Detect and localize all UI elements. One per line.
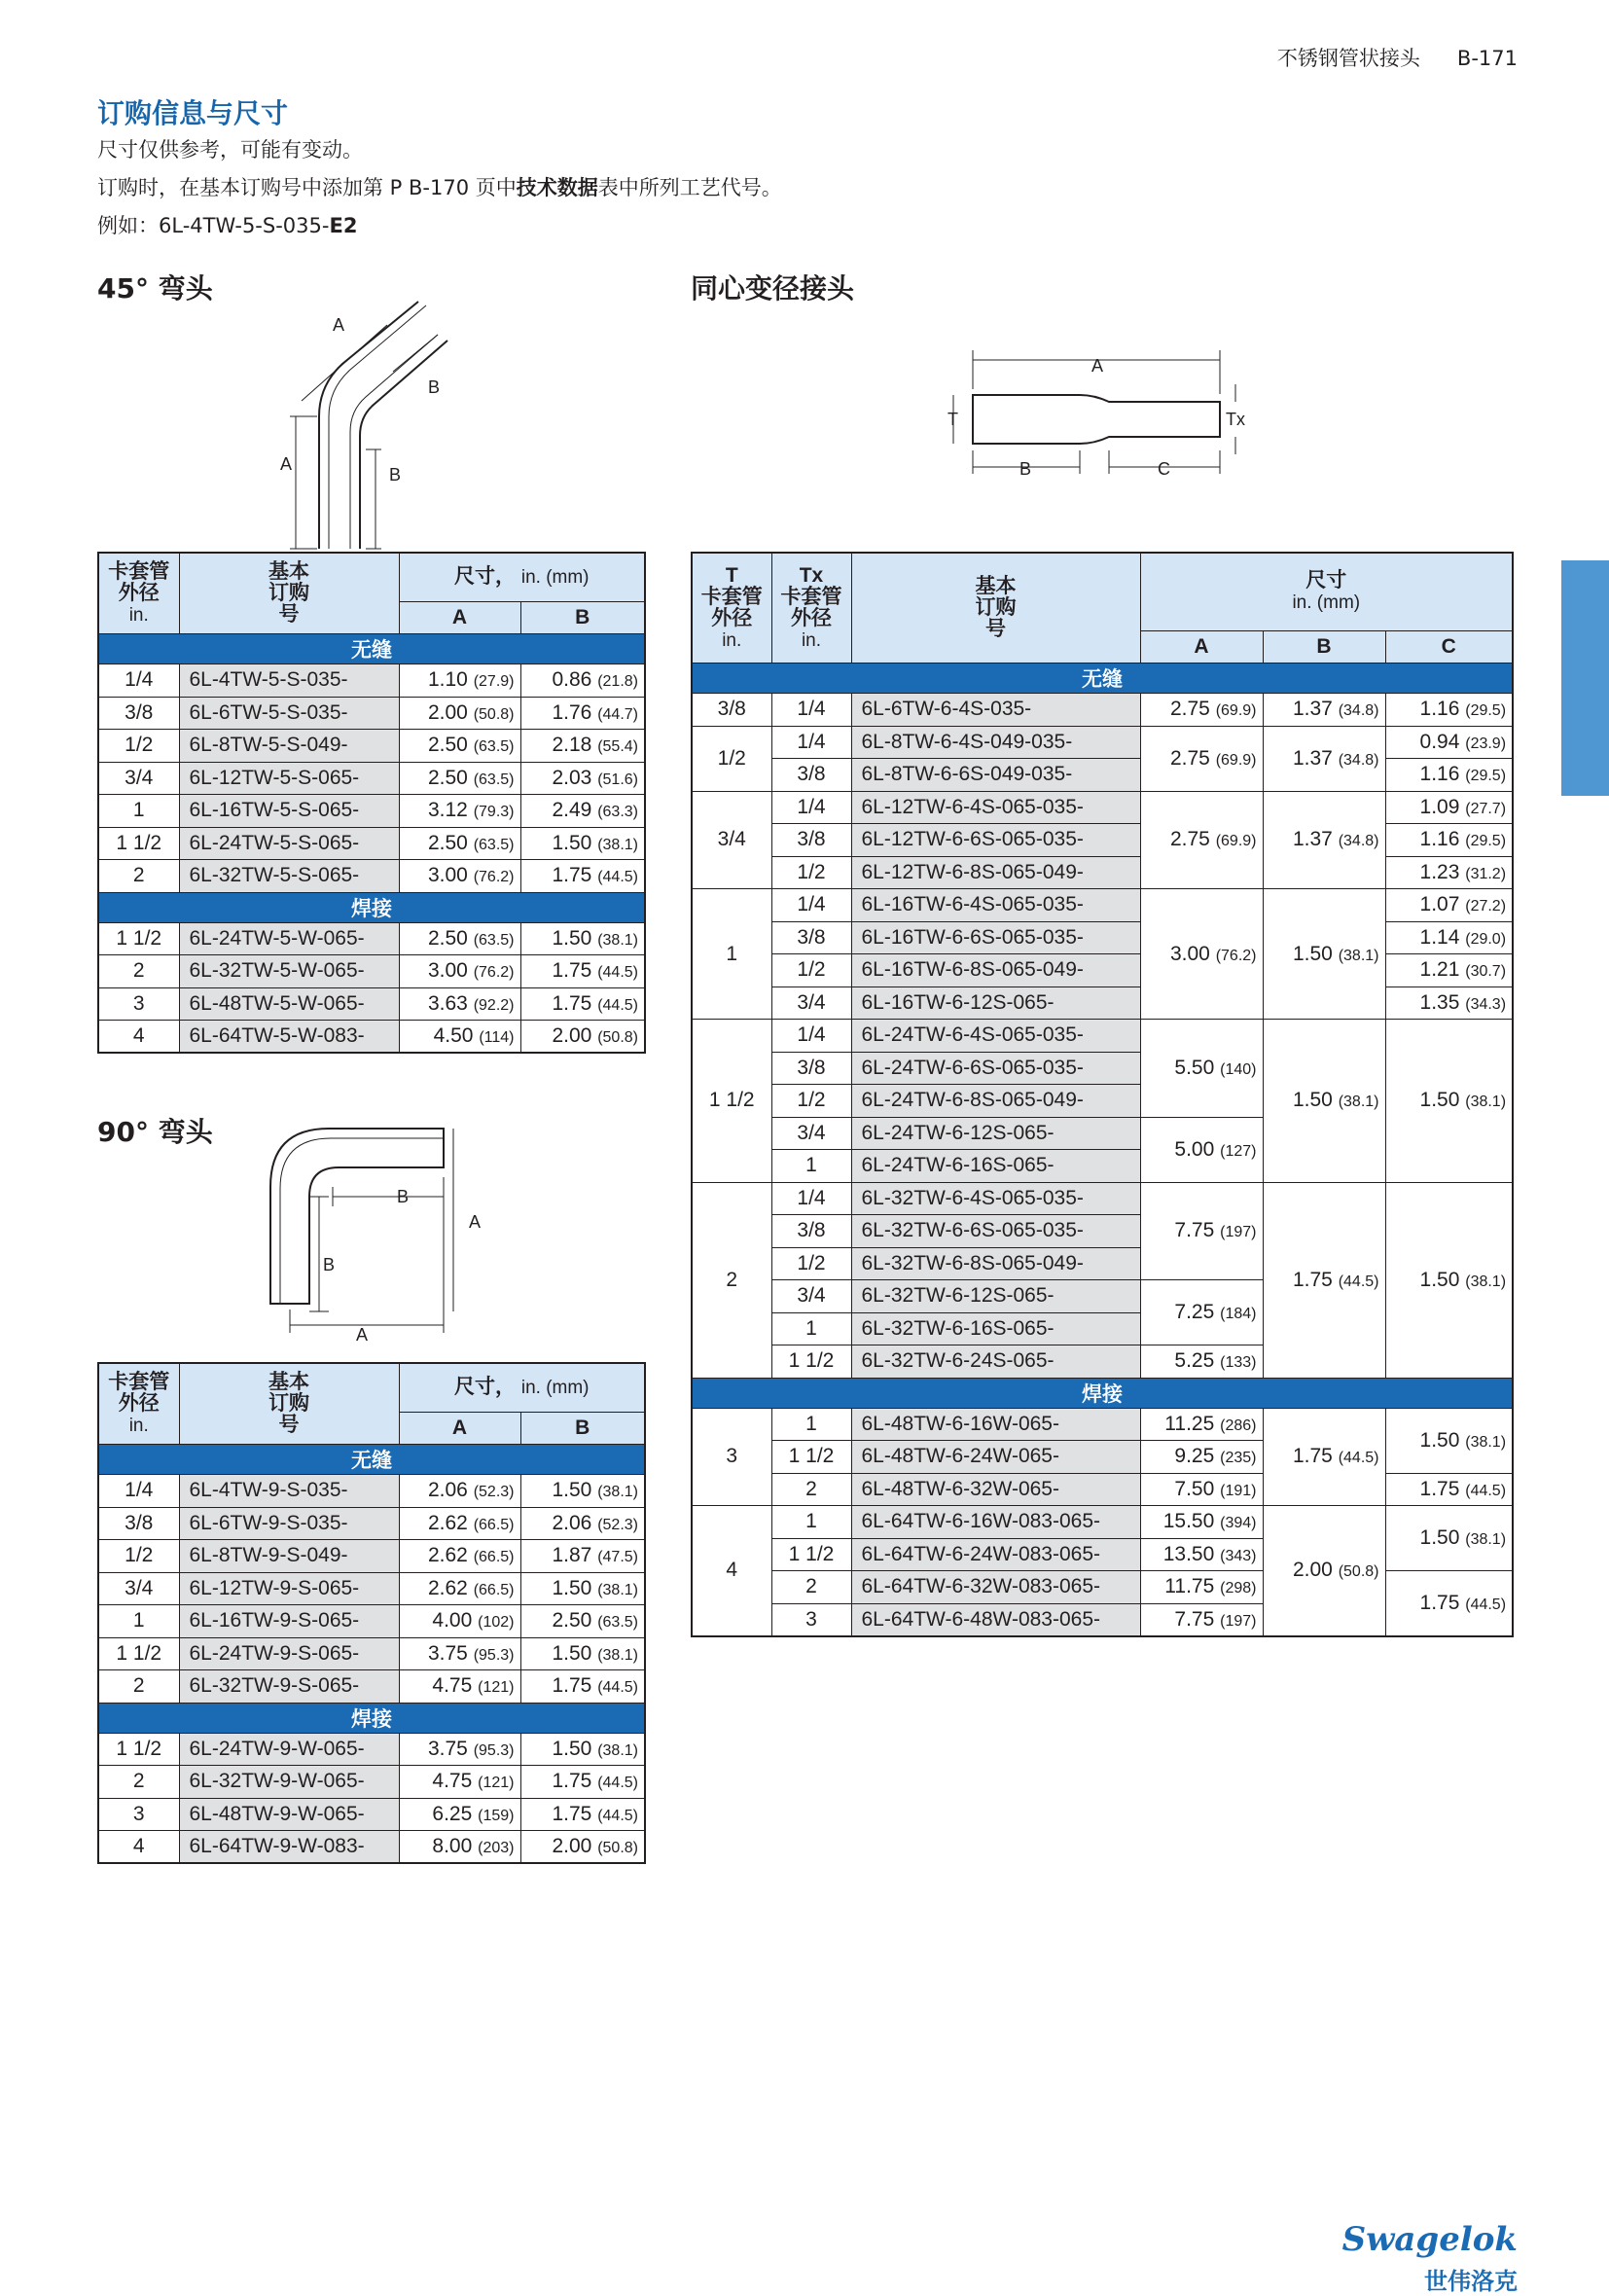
cell-od: 2	[98, 955, 179, 988]
intro-line-2a: 订购时，在基本订购号中添加第 P B-170 页中	[97, 176, 517, 199]
intro-line-2	[97, 169, 782, 207]
cell-od: 2	[98, 860, 179, 893]
cell-od: 1 1/2	[98, 922, 179, 955]
elbow90-label-b2: B	[397, 1187, 410, 1206]
table-row: 1 6L-24TW-6-16S-065-	[692, 1150, 1513, 1183]
section-seamless: 无缝	[692, 664, 1513, 694]
cell-a: 2.50 (63.5)	[399, 762, 520, 795]
cell-order: 6L-32TW-9-S-065-	[179, 1670, 399, 1704]
cell-b: 2.50 (63.5)	[520, 1605, 645, 1638]
table-row: 3/4 1/4 6L-12TW-6-4S-065-035- 2.75 (69.9) 1.37 (34.8) 1.09 (27.7)	[692, 791, 1513, 824]
cell-od: 1	[98, 795, 179, 828]
table-row	[98, 922, 645, 955]
reducer-label-t: T	[948, 410, 958, 429]
cell-b: 1.50 (38.1)	[520, 1475, 645, 1508]
cell-order: 6L-64TW-5-W-083-	[179, 1021, 399, 1054]
intro-line-1: 尺寸仅供参考，可能有变动。	[97, 138, 363, 161]
cell-od: 3/8	[98, 1507, 179, 1540]
table-row	[98, 1572, 645, 1605]
elbow90-label-b: B	[323, 1255, 336, 1274]
cell-a: 4.00 (102)	[399, 1605, 520, 1638]
col-dim: 尺寸， in. (mm)	[399, 1363, 645, 1412]
table-row: 1/2 1/4 6L-8TW-6-4S-049-035- 2.75 (69.9) 1.37 (34.8) 0.94 (23.9)	[692, 726, 1513, 759]
cell-a: 1.10 (27.9)	[399, 664, 520, 698]
col-b: B	[1263, 630, 1385, 664]
cell-order: 6L-16TW-9-S-065-	[179, 1605, 399, 1638]
cell-order: 6L-24TW-5-S-065-	[179, 827, 399, 860]
cell-b: 2.06 (52.3)	[520, 1507, 645, 1540]
elbow45-label-b: B	[428, 377, 441, 397]
table-row: 3/8 6L-16TW-6-6S-065-035- 1.14 (29.0)	[692, 921, 1513, 954]
table-row: 3/8 1/4 6L-6TW-6-4S-035- 2.75 (69.9) 1.37 (34.8) 1.16 (29.5)	[692, 694, 1513, 727]
cell-od: 1	[98, 1605, 179, 1638]
table-row	[98, 1670, 645, 1704]
table-row: 2 6L-48TW-6-32W-065- 7.50 (191) 1.75 (44.5)	[692, 1473, 1513, 1506]
table-row: 1 1/2 6L-48TW-6-24W-065- 9.25 (235)	[692, 1441, 1513, 1474]
cell-od: 3	[98, 1798, 179, 1831]
table-row	[98, 987, 645, 1021]
cell-od: 3/8	[98, 697, 179, 730]
table-row	[98, 664, 645, 698]
intro-line-3b: E2	[329, 214, 358, 237]
table-row: 3 1 6L-48TW-6-16W-065- 11.25 (286) 1.75 (44.5) 1.50 (38.1)	[692, 1408, 1513, 1441]
table-row: 3/8 6L-8TW-6-6S-049-035- 1.16 (29.5)	[692, 759, 1513, 792]
table-row: 1 1/2 1/4 6L-24TW-6-4S-065-035- 5.50 (140) 1.50 (38.1) 1.50 (38.1)	[692, 1020, 1513, 1053]
table-row: 2 1/4 6L-32TW-6-4S-065-035- 7.75 (197) 1.75 (44.5) 1.50 (38.1)	[692, 1182, 1513, 1215]
elbow45-table	[97, 552, 646, 1054]
cell-od: 2	[98, 1766, 179, 1799]
cell-a: 3.75 (95.3)	[399, 1733, 520, 1766]
table-row	[98, 1766, 645, 1799]
table-row	[98, 955, 645, 988]
table-row: 1/2 6L-12TW-6-8S-065-049- 1.23 (31.2)	[692, 856, 1513, 889]
page-title: 订购信息与尺寸	[97, 97, 289, 129]
intro-line-3	[97, 207, 782, 245]
elbow45-body	[98, 634, 645, 1054]
col-a: A	[399, 1412, 520, 1445]
cell-od: 3	[98, 987, 179, 1021]
section-label: 无缝	[98, 634, 645, 664]
reducer-table	[691, 552, 1514, 1637]
cell-od: 1 1/2	[98, 827, 179, 860]
cell-a: 3.00 (76.2)	[399, 955, 520, 988]
intro-text	[97, 131, 782, 245]
cell-b: 1.50 (38.1)	[520, 1733, 645, 1766]
cell-b: 1.75 (44.5)	[520, 1766, 645, 1799]
table-row	[98, 697, 645, 730]
table-row	[98, 1605, 645, 1638]
cell-a: 4.75 (121)	[399, 1670, 520, 1704]
cell-order: 6L-32TW-9-W-065-	[179, 1766, 399, 1799]
elbow45-label-a: A	[280, 454, 293, 474]
cell-order: 6L-24TW-9-S-065-	[179, 1637, 399, 1670]
col-b: B	[520, 1412, 645, 1445]
elbow90-label-a: A	[356, 1325, 369, 1345]
cell-order: 6L-32TW-5-W-065-	[179, 955, 399, 988]
cell-a: 2.00 (50.8)	[399, 697, 520, 730]
elbow90-table	[97, 1362, 646, 1864]
section-label: 焊接	[98, 892, 645, 922]
intro-line-2c: 表中所列工艺代号。	[597, 176, 782, 199]
reducer-label-a: A	[1091, 356, 1104, 376]
table-row	[98, 1021, 645, 1054]
table-row: 3/4 6L-32TW-6-12S-065- 7.25 (184)	[692, 1280, 1513, 1313]
cell-a: 3.00 (76.2)	[399, 860, 520, 893]
table-row: 4 1 6L-64TW-6-16W-083-065- 15.50 (394) 2.00 (50.8) 1.50 (38.1)	[692, 1506, 1513, 1539]
table-row	[98, 1831, 645, 1864]
cell-a: 6.25 (159)	[399, 1798, 520, 1831]
elbow90-title: 90° 弯头	[97, 1116, 213, 1148]
cell-od: 1 1/2	[98, 1637, 179, 1670]
cell-b: 2.03 (51.6)	[520, 762, 645, 795]
table-row: 2 6L-64TW-6-32W-083-065- 11.75 (298) 1.75 (44.5)	[692, 1571, 1513, 1604]
table-row: 3/4 6L-24TW-6-12S-065- 5.00 (127)	[692, 1117, 1513, 1150]
col-a: A	[399, 601, 520, 634]
col-dim: 尺寸 in. (mm)	[1140, 553, 1513, 630]
cell-b: 0.86 (21.8)	[520, 664, 645, 698]
cell-b: 1.75 (44.5)	[520, 955, 645, 988]
table-row: 1 1/2 6L-64TW-6-24W-083-065- 13.50 (343)	[692, 1538, 1513, 1571]
cell-a: 4.50 (114)	[399, 1021, 520, 1054]
cell-order: 6L-48TW-5-W-065-	[179, 987, 399, 1021]
cell-order: 6L-64TW-9-W-083-	[179, 1831, 399, 1864]
header-section: 不锈钢管状接头	[1276, 47, 1420, 70]
cell-order: 6L-6TW-9-S-035-	[179, 1507, 399, 1540]
cell-od: 3/4	[98, 762, 179, 795]
col-order: 基本 订购 号	[179, 553, 399, 634]
cell-order: 6L-8TW-5-S-049-	[179, 730, 399, 763]
table-row	[98, 1507, 645, 1540]
table-row	[98, 762, 645, 795]
cell-a: 2.62 (66.5)	[399, 1540, 520, 1573]
col-order: 基本 订购 号	[179, 1363, 399, 1445]
side-tab	[1561, 560, 1609, 796]
col-od: 卡套管 外径 in.	[98, 553, 179, 634]
cell-a: 2.62 (66.5)	[399, 1507, 520, 1540]
cell-od: 1 1/2	[98, 1733, 179, 1766]
elbow90-label-a2: A	[469, 1212, 482, 1232]
col-tx: Tx 卡套管 外径 in.	[771, 553, 851, 664]
cell-a: 2.50 (63.5)	[399, 827, 520, 860]
cell-order: 6L-12TW-9-S-065-	[179, 1572, 399, 1605]
cell-b: 1.50 (38.1)	[520, 827, 645, 860]
cell-od: 4	[98, 1021, 179, 1054]
cell-b: 2.18 (55.4)	[520, 730, 645, 763]
cell-order: 6L-32TW-5-S-065-	[179, 860, 399, 893]
section-welded: 焊接	[692, 1378, 1513, 1408]
table-row: 3/4 6L-16TW-6-12S-065- 1.35 (34.3)	[692, 987, 1513, 1020]
col-b: B	[520, 601, 645, 634]
cell-a: 4.75 (121)	[399, 1766, 520, 1799]
col-a: A	[1140, 630, 1263, 664]
table-row	[98, 860, 645, 893]
cell-order: 6L-48TW-9-W-065-	[179, 1798, 399, 1831]
table-row	[98, 1475, 645, 1508]
cell-od: 1/4	[98, 1475, 179, 1508]
cell-a: 3.75 (95.3)	[399, 1637, 520, 1670]
cell-order: 6L-4TW-5-S-035-	[179, 664, 399, 698]
reducer-body	[692, 664, 1513, 1636]
table-row	[98, 1798, 645, 1831]
cell-od: 3/4	[98, 1572, 179, 1605]
elbow90-diagram	[263, 1119, 506, 1343]
cell-a: 3.12 (79.3)	[399, 795, 520, 828]
cell-od: 1/2	[98, 1540, 179, 1573]
cell-b: 1.75 (44.5)	[520, 987, 645, 1021]
cell-a: 2.62 (66.5)	[399, 1572, 520, 1605]
section-label: 无缝	[98, 1445, 645, 1475]
table-row	[98, 1733, 645, 1766]
col-od: 卡套管 外径 in.	[98, 1363, 179, 1445]
intro-line-2b: 技术数据	[516, 176, 598, 199]
table-row: 1 1/4 6L-16TW-6-4S-065-035- 3.00 (76.2) 1.50 (38.1) 1.07 (27.2)	[692, 889, 1513, 922]
cell-od: 1/4	[98, 664, 179, 698]
col-order: 基本 订购 号	[851, 553, 1140, 664]
elbow45-title: 45° 弯头	[97, 272, 213, 305]
cell-b: 1.87 (47.5)	[520, 1540, 645, 1573]
table-row	[98, 795, 645, 828]
cell-b: 1.75 (44.5)	[520, 1670, 645, 1704]
cell-od: 4	[98, 1831, 179, 1864]
table-row	[98, 1637, 645, 1670]
reducer-label-c: C	[1158, 459, 1170, 479]
cell-b: 2.49 (63.3)	[520, 795, 645, 828]
cell-b: 1.75 (44.5)	[520, 1798, 645, 1831]
cell-b: 1.50 (38.1)	[520, 922, 645, 955]
table-row	[98, 730, 645, 763]
table-row: 3 6L-64TW-6-48W-083-065- 7.75 (197)	[692, 1603, 1513, 1636]
table-row: 3/8 6L-12TW-6-6S-065-035- 1.16 (29.5)	[692, 824, 1513, 857]
cell-order: 6L-24TW-5-W-065-	[179, 922, 399, 955]
cell-b: 2.00 (50.8)	[520, 1021, 645, 1054]
reducer-title: 同心变径接头	[691, 272, 855, 305]
brand-logo-cn: 世伟洛克	[1424, 2268, 1518, 2295]
cell-a: 2.06 (52.3)	[399, 1475, 520, 1508]
cell-b: 2.00 (50.8)	[520, 1831, 645, 1864]
page-number: B-171	[1456, 47, 1518, 70]
cell-b: 1.50 (38.1)	[520, 1572, 645, 1605]
table-row	[98, 827, 645, 860]
cell-a: 2.50 (63.5)	[399, 730, 520, 763]
table-row: 1 1/2 6L-32TW-6-24S-065- 5.25 (133)	[692, 1345, 1513, 1379]
intro-line-3a: 例如：6L-4TW-5-S-035-	[97, 214, 330, 237]
reducer-diagram	[934, 345, 1265, 491]
cell-order: 6L-8TW-9-S-049-	[179, 1540, 399, 1573]
elbow45-label-a2: A	[333, 315, 345, 335]
cell-b: 1.50 (38.1)	[520, 1637, 645, 1670]
cell-b: 1.75 (44.5)	[520, 860, 645, 893]
cell-a: 8.00 (203)	[399, 1831, 520, 1864]
elbow45-label-b2: B	[389, 465, 402, 484]
table-row: 3/8 6L-24TW-6-6S-065-035-	[692, 1052, 1513, 1085]
reducer-label-tx: Tx	[1226, 410, 1245, 429]
cell-od: 1/2	[98, 730, 179, 763]
elbow90-body	[98, 1445, 645, 1864]
table-row: 1/2 6L-32TW-6-8S-065-049-	[692, 1247, 1513, 1280]
cell-order: 6L-16TW-5-S-065-	[179, 795, 399, 828]
reducer-label-b: B	[1019, 459, 1032, 479]
table-row: 3/8 6L-32TW-6-6S-065-035-	[692, 1215, 1513, 1248]
table-row	[98, 1540, 645, 1573]
cell-order: 6L-12TW-5-S-065-	[179, 762, 399, 795]
cell-order: 6L-24TW-9-W-065-	[179, 1733, 399, 1766]
table-row: 1/2 6L-16TW-6-8S-065-049- 1.21 (30.7)	[692, 954, 1513, 987]
table-row: 1 6L-32TW-6-16S-065-	[692, 1312, 1513, 1345]
col-dim: 尺寸， in. (mm)	[399, 553, 645, 601]
table-row: 1/2 6L-24TW-6-8S-065-049-	[692, 1085, 1513, 1118]
brand-logo: Swagelok	[1341, 2220, 1518, 2259]
section-label: 焊接	[98, 1703, 645, 1733]
elbow45-diagram	[272, 292, 486, 535]
cell-b: 1.76 (44.7)	[520, 697, 645, 730]
cell-order: 6L-4TW-9-S-035-	[179, 1475, 399, 1508]
col-c: C	[1385, 630, 1513, 664]
cell-order: 6L-6TW-5-S-035-	[179, 697, 399, 730]
cell-a: 3.63 (92.2)	[399, 987, 520, 1021]
col-t: T 卡套管 外径 in.	[692, 553, 771, 664]
cell-a: 2.50 (63.5)	[399, 922, 520, 955]
cell-od: 2	[98, 1670, 179, 1704]
page-header	[1240, 43, 1518, 72]
